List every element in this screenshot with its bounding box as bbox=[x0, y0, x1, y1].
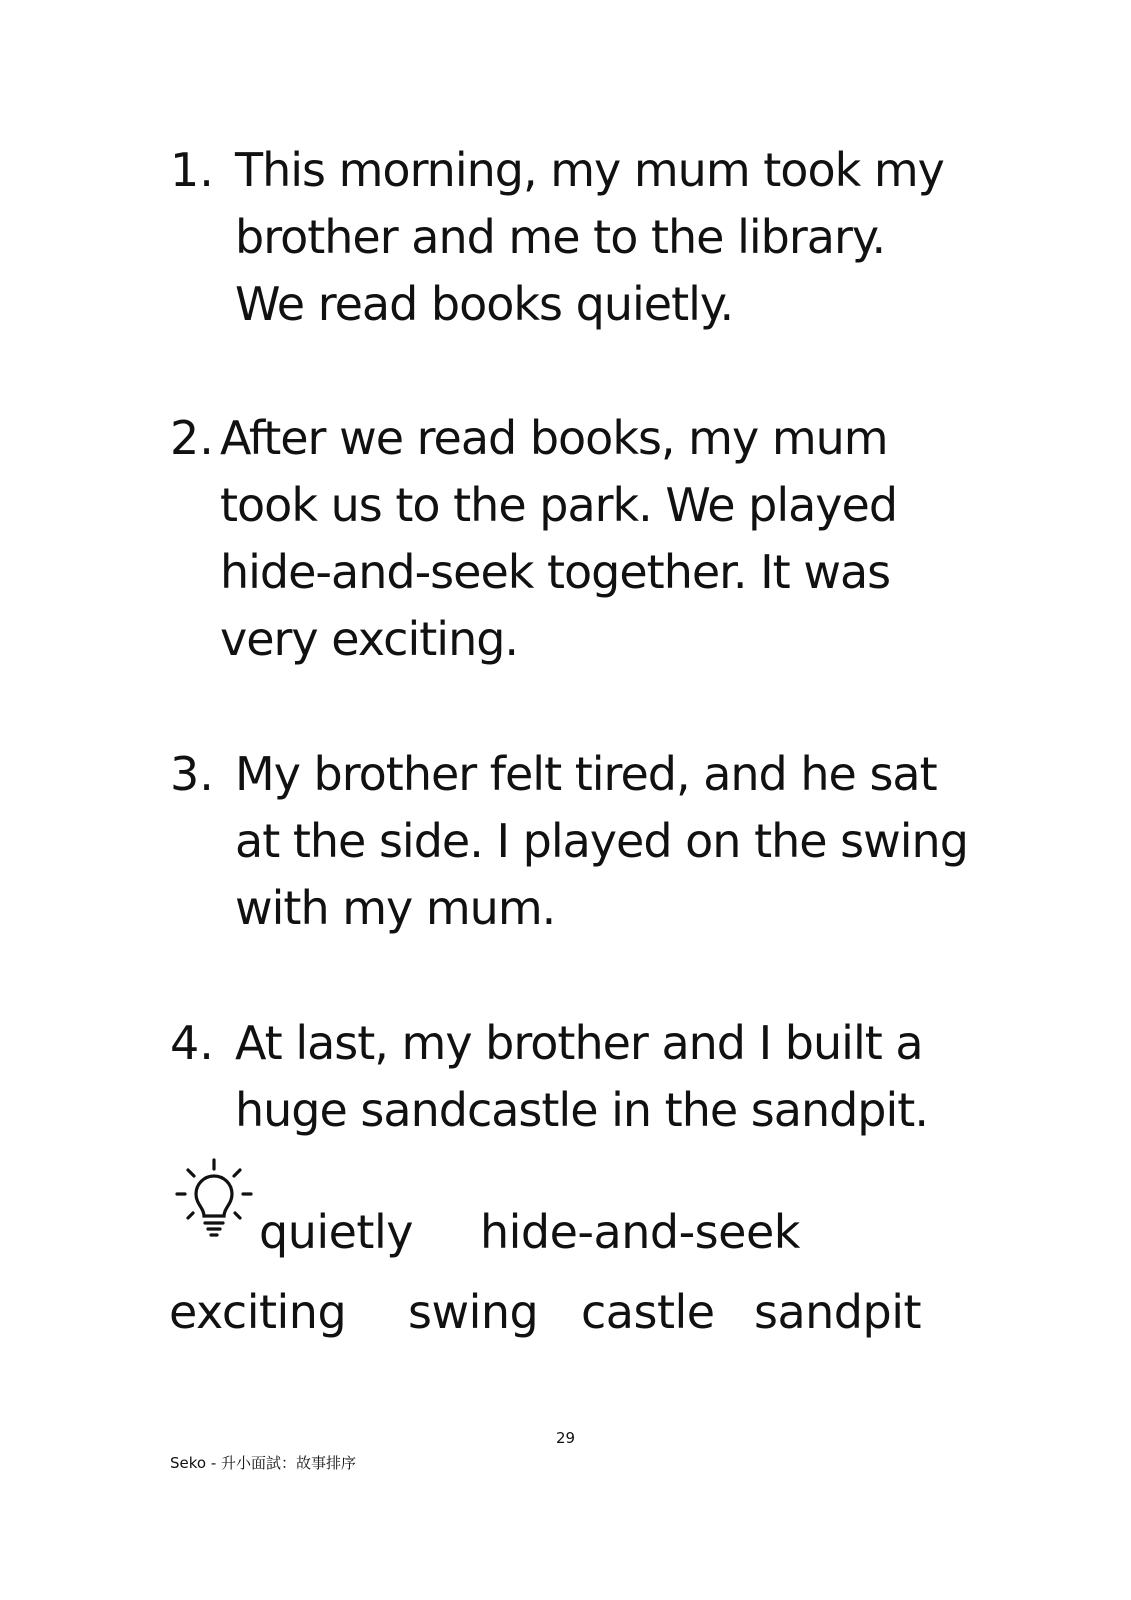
vocab-word: swing bbox=[408, 1285, 539, 1339]
item-line: took us to the park. We played bbox=[220, 478, 898, 532]
item-line: We read books quietly. bbox=[235, 277, 734, 331]
item-number: 2. bbox=[170, 411, 214, 465]
item-line: At last, my brother and I built a bbox=[235, 1016, 923, 1070]
item-line: with my mum. bbox=[235, 881, 556, 935]
item-line: My brother felt tired, and he sat bbox=[235, 747, 937, 801]
item-number: 3. bbox=[170, 747, 214, 801]
item-line: This morning, my mum took my bbox=[235, 143, 944, 197]
footer-text: Seko - 升小面試：故事排序 bbox=[170, 1454, 357, 1472]
item-line: After we read books, my mum bbox=[220, 411, 888, 465]
item-line: brother and me to the library. bbox=[235, 210, 886, 264]
vocab-word: castle bbox=[581, 1285, 715, 1339]
item-number: 4. bbox=[170, 1016, 214, 1070]
item-number: 1. bbox=[170, 143, 214, 197]
item-line: very exciting. bbox=[220, 612, 519, 666]
item-line: hide-and-seek together. It was bbox=[220, 545, 891, 599]
vocab-word: hide-and-seek bbox=[480, 1205, 800, 1259]
item-line: huge sandcastle in the sandpit. bbox=[235, 1083, 928, 1137]
vocab-word: sandpit bbox=[754, 1285, 922, 1339]
vocab-word: exciting bbox=[169, 1285, 347, 1339]
page-number: 29 bbox=[555, 1429, 576, 1447]
item-line: at the side. I played on the swing bbox=[235, 814, 968, 868]
vocab-word: quietly bbox=[259, 1205, 413, 1259]
lightbulb-icon bbox=[175, 1158, 253, 1240]
